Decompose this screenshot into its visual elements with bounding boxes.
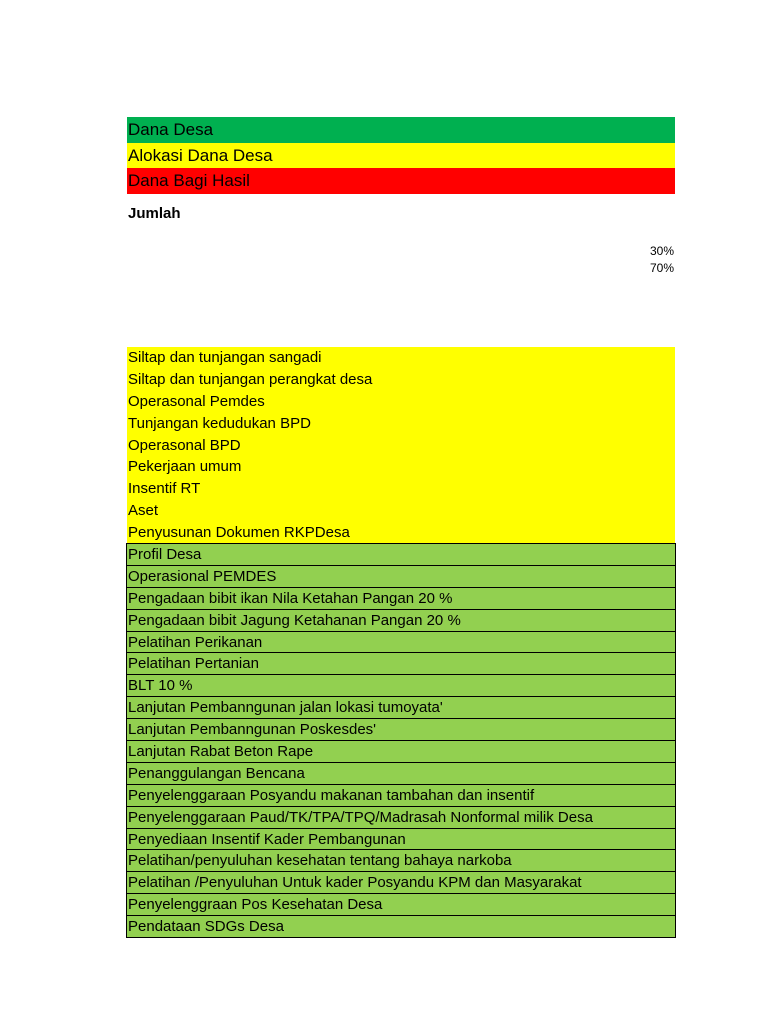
band-alokasi-dana-desa: Alokasi Dana Desa — [127, 143, 675, 169]
table-row: Operasional PEMDES — [126, 566, 676, 588]
list-item: Siltap dan tunjangan perangkat desa — [128, 370, 373, 388]
list-item: Tunjangan kedudukan BPD — [128, 414, 311, 432]
table-row: Pengadaan bibit ikan Nila Ketahan Pangan 20 % — [126, 588, 676, 610]
table-row: Penyelenggaraan Posyandu makanan tambahan dan insentif — [126, 785, 676, 807]
band-dana-desa: Dana Desa — [127, 117, 675, 143]
list-item: Penyusunan Dokumen RKPDesa — [128, 524, 350, 542]
table-row: Pendataan SDGs Desa — [126, 916, 676, 938]
jumlah-label: Jumlah — [128, 205, 181, 222]
list-item: Aset — [128, 502, 159, 520]
table-row: Penyelenggaraan Paud/TK/TPA/TPQ/Madrasah Nonformal milik Desa — [126, 807, 676, 829]
yellow-item-list — [127, 347, 675, 544]
table-row: Pelatihan /Penyuluhan Untuk kader Posyandu KPM dan Masyarakat — [126, 872, 676, 894]
table-row: Pelatihan/penyuluhan kesehatan tentang bahaya narkoba — [126, 850, 676, 872]
list-item: Pekerjaan umum — [128, 458, 242, 476]
list-item: Operasonal Pemdes — [128, 392, 265, 410]
list-item: Operasonal BPD — [128, 436, 241, 454]
table-row: Pelatihan Pertanian — [126, 653, 676, 675]
table-row: Lanjutan Pembanngunan jalan lokasi tumoyata' — [126, 697, 676, 719]
table-row: BLT 10 % — [126, 675, 676, 697]
table-row: Penyediaan Insentif Kader Pembangunan — [126, 829, 676, 851]
percentage-70: 70% — [649, 261, 674, 275]
table-row: Penanggulangan Bencana — [126, 763, 676, 785]
list-item: Insentif RT — [128, 480, 201, 498]
table-row: Profil Desa — [126, 544, 676, 566]
percentage-30: 30% — [649, 244, 674, 258]
list-item: Siltap dan tunjangan sangadi — [128, 349, 322, 366]
table-row: Penyelenggraan Pos Kesehatan Desa — [126, 894, 676, 916]
band-dana-bagi-hasil: Dana Bagi Hasil — [127, 168, 675, 194]
table-row: Lanjutan Rabat Beton Rape — [126, 741, 676, 763]
green-item-table — [126, 543, 676, 938]
table-row: Pengadaan bibit Jagung Ketahanan Pangan 20 % — [126, 610, 676, 632]
table-row: Pelatihan Perikanan — [126, 632, 676, 654]
table-row: Lanjutan Pembanngunan Poskesdes' — [126, 719, 676, 741]
